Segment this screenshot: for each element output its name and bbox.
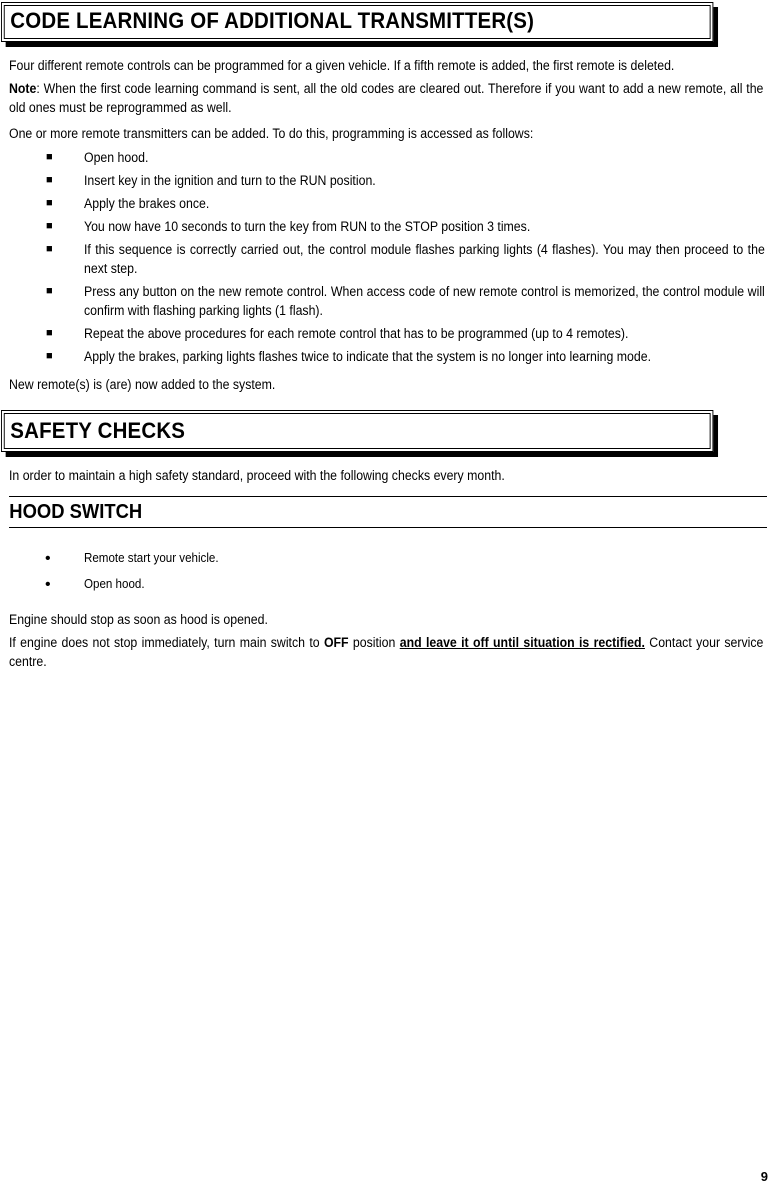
list-item-text: If this sequence is correctly carried out, the control module flashes parking lights (4 flashes). You may then proceed to the next step. xyxy=(84,242,765,276)
intro-text: Four different remote controls can be programmed for a given vehicle. If a fifth remote is added, the first remote is deleted. xyxy=(9,58,675,73)
round-bullet-icon: • xyxy=(45,550,51,567)
list-item xyxy=(0,347,778,366)
list-item xyxy=(0,324,778,343)
list-item-text: Press any button on the new remote control. When access code of new remote control is memorized, the control module will confirm with flashing parking lights (1 flash). xyxy=(84,284,765,318)
section-heading-text: CODE LEARNING OF ADDITIONAL TRANSMITTER(S) xyxy=(10,8,535,33)
hood-result-paragraph xyxy=(9,610,763,629)
access-text: One or more remote transmitters can be added. To do this, programming is accessed as follows: xyxy=(9,126,534,141)
square-bullet-icon: ■ xyxy=(46,197,53,209)
off-label: OFF xyxy=(323,635,349,650)
list-item xyxy=(0,575,778,594)
list-item-text: Insert key in the ignition and turn to the RUN position. xyxy=(84,173,376,188)
intro-paragraph xyxy=(9,56,763,75)
list-item xyxy=(0,148,778,167)
note-label: Note xyxy=(9,81,37,96)
square-bullet-icon: ■ xyxy=(46,243,53,255)
round-bullet-icon: • xyxy=(45,576,51,593)
square-bullet-icon: ■ xyxy=(46,220,53,232)
safety-intro-text: In order to maintain a high safety standard, proceed with the following checks every month. xyxy=(9,468,505,483)
access-paragraph xyxy=(9,124,763,143)
list-item xyxy=(0,194,778,213)
section-heading-safety-checks xyxy=(1,410,713,452)
hood-result-text: Engine should stop as soon as hood is opened. xyxy=(9,612,268,627)
subsection-heading-text: HOOD SWITCH xyxy=(9,501,143,523)
warning-text-end: Contact your service centre. xyxy=(9,635,764,669)
hood-steps-list xyxy=(0,549,778,598)
hood-warning-paragraph xyxy=(9,633,763,671)
square-bullet-icon: ■ xyxy=(46,151,53,163)
list-item xyxy=(0,171,778,190)
square-bullet-icon: ■ xyxy=(46,285,53,297)
list-item-text: Open hood. xyxy=(84,577,145,591)
list-item-text: Apply the brakes, parking lights flashes twice to indicate that the system is no longer into learning mode. xyxy=(84,349,652,364)
list-item-text: Open hood. xyxy=(84,150,149,165)
square-bullet-icon: ■ xyxy=(46,174,53,186)
section-heading-text: SAFETY CHECKS xyxy=(10,418,186,443)
list-item-text: Apply the brakes once. xyxy=(84,196,210,211)
list-item xyxy=(0,217,778,236)
list-item xyxy=(0,282,778,320)
conclusion-paragraph xyxy=(9,375,763,394)
list-item-text: Remote start your vehicle. xyxy=(84,551,219,565)
programming-steps-list xyxy=(0,148,778,370)
list-item xyxy=(0,549,778,568)
safety-intro-paragraph xyxy=(9,466,763,485)
list-item-text: You now have 10 seconds to turn the key from RUN to the STOP position 3 times. xyxy=(84,219,531,234)
warning-text-mid: position xyxy=(348,635,400,650)
square-bullet-icon: ■ xyxy=(46,327,53,339)
subsection-heading-hood-switch xyxy=(9,496,767,528)
section-heading-code-learning xyxy=(1,2,713,42)
list-item-text: Repeat the above procedures for each remote control that has to be programmed (up to 4 remotes). xyxy=(84,326,629,341)
note-paragraph xyxy=(9,79,763,117)
list-item xyxy=(0,240,778,278)
warning-emphasis: and leave it off until situation is rectified. xyxy=(399,635,645,650)
conclusion-text: New remote(s) is (are) now added to the system. xyxy=(9,377,276,392)
note-text: : When the first code learning command is sent, all the old codes are cleared out. Therefore if you want to add a new remote, all the old ones must be reprogrammed as well. xyxy=(9,81,764,115)
warning-text-start: If engine does not stop immediately, turn main switch to xyxy=(9,635,324,650)
square-bullet-icon: ■ xyxy=(46,350,53,362)
page-number: 9 xyxy=(760,1169,768,1184)
